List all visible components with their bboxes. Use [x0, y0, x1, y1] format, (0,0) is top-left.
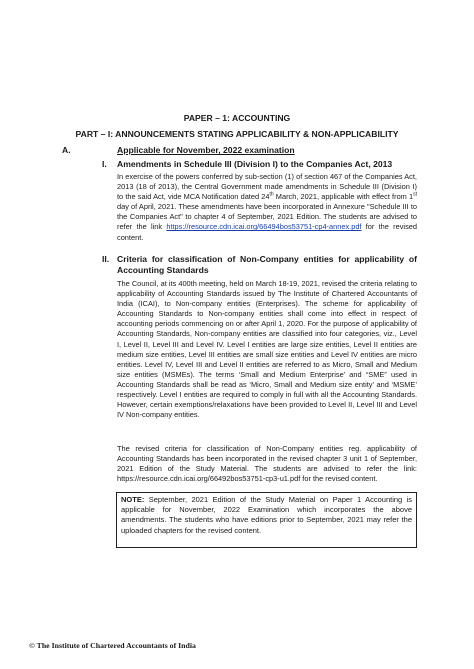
note-label: NOTE: [121, 495, 145, 504]
annex-link[interactable]: https://resource.cdn.icai.org/66494bos53751-cp4-annex.pdf [166, 222, 362, 232]
note-text: September, 2021 Edition of the Study Material on Paper 1 Accounting is applicable for November, 2022 Examination which incorporates the above amendments. The students who have editions prior to September, 2021 may refer the uploaded chapters for the revised content. [121, 495, 412, 535]
item2-heading: Criteria for classification of Non-Company entities for applicability of Accounting Standards [117, 254, 417, 275]
item1-heading: Amendments in Schedule III (Division I) to the Companies Act, 2013 [117, 159, 393, 169]
item2-marker: II. [102, 254, 110, 264]
section-a-heading: Applicable for November, 2022 examination [117, 145, 295, 155]
item2-paragraph-2: The revised criteria for classification of Non-Company entities reg. applicability of Accounting Standards has been incorporated in the revised chapter 3 unit 1 of September, 2021 Edition of the Study Material. The students are advised to refer the link: https://resource.cdn.icai.org/66492bos53751-cp3-u1.pdf for the revised content. [117, 444, 417, 484]
item1-text: In exercise of the powers conferred by sub-section (1) of section 467 of the Companies Act, 2013 (18 of 2013), the Central Government made amendments in Schedule III (Division I) to the said Act, vide MCA Notification dated 24th March, 2021, applicable with effect from 1st day of April, 2021. These amendments have been incorporated in Annexure "Schedule III to the Companies Act" to chapter 4 of September, 2021 Edition. The students are advised to refer the link [117, 172, 418, 232]
part-title: PART – I: ANNOUNCEMENTS STATING APPLICABILITY & NON-APPLICABILITY [75, 129, 399, 139]
item1-marker: I. [102, 159, 107, 169]
section-a-marker: A. [62, 145, 71, 155]
item2-paragraph-1: The Council, at its 400th meeting, held on March 18-19, 2021, revised the criteria relating to applicability of Accounting Standards issued by The Institute of Chartered Accountants of India (ICAI), to Non-company entities (Enterprises). The scheme for applicability of Accounting Standards to Non-company entities shall come into effect in respect of accounting periods commencing on or after April 1, 2020. For the purpose of applicability of Accounting Standards, Non-company entities are classified into four categories, viz., Level I, Level II, Level III and Level IV. Level I entities are large size entities, Level II entities are medium size entities, Level III entities are small size entities and Level IV entities are micro entities. Level IV, Level III and Level II entities are referred to as Micro, Small and Medium size entities (MSMEs). The terms ‘Small and Medium Enterprise’ and “SME” used in Accounting Standards shall be read as ‘Micro, Small and Medium size entity’ and ‘MSME’ respectively. Level I entities are required to comply in full with all the Accounting Standards. However, certain exemptions/relaxations have been provided to Level II, Level III and Level IV Non-company entities. [117, 279, 417, 420]
item1-paragraph [117, 172, 417, 243]
item1-text-end: for the revised content. [117, 222, 417, 242]
note-box [116, 492, 417, 548]
footer: © The Institute of Chartered Accountants of India [29, 641, 196, 650]
paper-title: PAPER – 1: ACCOUNTING [183, 113, 291, 123]
